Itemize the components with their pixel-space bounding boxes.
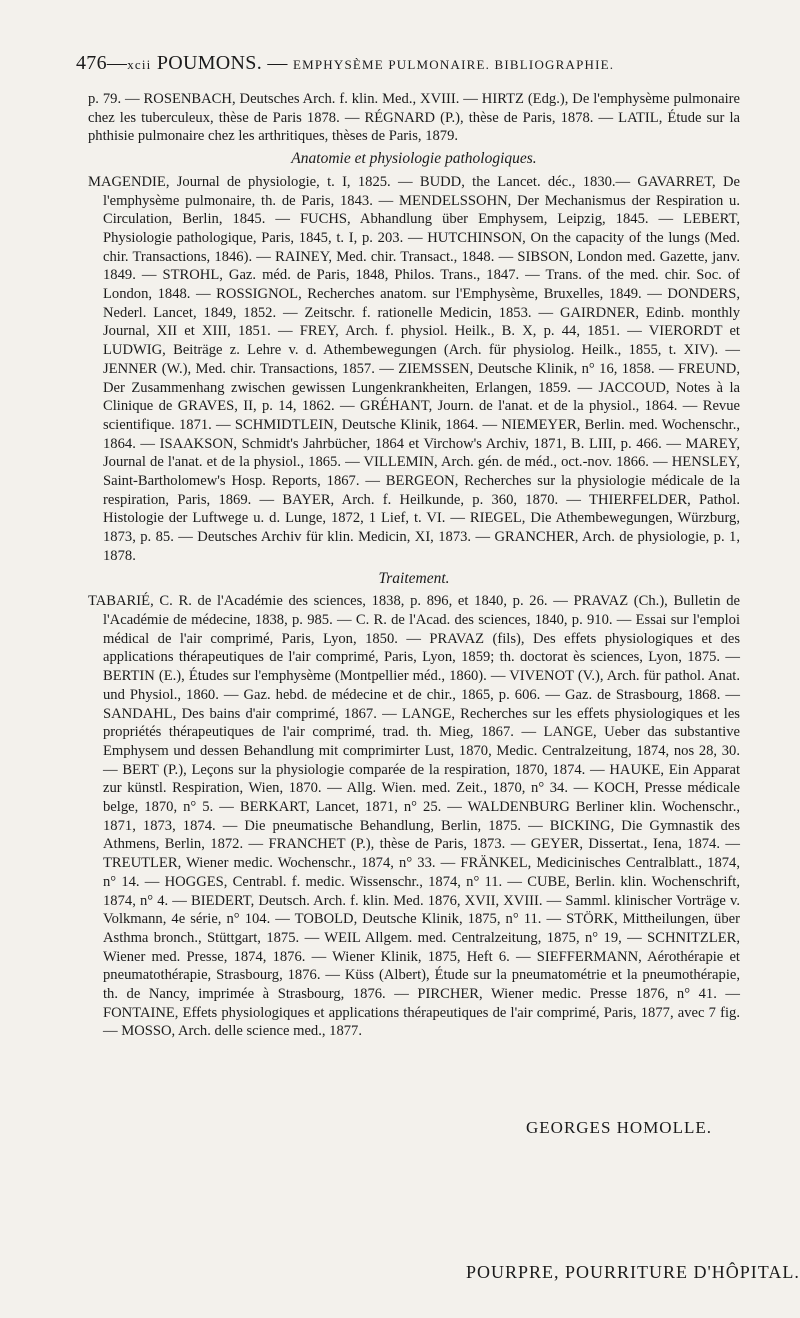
- page-number: 476—: [76, 52, 128, 74]
- section-heading-anatomy: Anatomie et physiologie pathologiques.: [291, 150, 537, 168]
- section-heading-treatment: Traitement.: [378, 569, 450, 587]
- treatment-bibliography: TABARIÉ, C. R. de l'Académie des sciences, 1838, p. 896, et 1840, p. 26. — PRAVAZ (Ch.), Bulletin de l'Académie de médecine, 1838, p. 985. — C. R. de l'Acad. des sciences, 1840, p. 910. — Essai sur l'emploi médical de l'air comprimé, Paris, Lyon, 1850. — PRAVAZ (fils), Des effets physiologiques et des applications thérapeutiques de l'air comprimé, Paris, Lyon, 1859; th. doctorat ès sciences, Lyon, 1875. — BERTIN (E.), Études sur l'emphysème (Montpellier méd., 1860). — VIVENOT (V.), Arch. für pathol. Anat. und Physiol., 1860. — Gaz. hebd. de médecine et de chir., 1865, p. 606. — Gaz. de Strasbourg, 1868. — SANDAHL, Des bains d'air comprimé, 1867. — LANGE, Recherches sur les effets physiologiques et les propriétés thérapeutiques de l'air comprimé, trad. th. Mieg, 1867. — LANGE, Ueber das substantive Emphysem und dessen Behandlung mit comprimirter Lust, 1870, Medic. Centralzeitung, 1874, nos 28, 30. — BERT (P.), Leçons sur la physiologie comparée de la respiration, 1870, 1874. — HAUKE, Ein Apparat zur künstl. Respiration, Wien, 1870. — Allg. Wien. med. Zeit., 1870, n° 34. — KOCH, Presse médicale belge, 1870, n° 5. — BERKART, Lancet, 1871, n° 25. — WALDENBURG Berliner klin. Wochenschr., 1871, 1873, 1874. — Die pneumatische Behandlung, Berlin, 1875. — BICKING, Die Gymnastik des Athmens, Berlin, 1872. — FRANCHET (P.), thèse de Paris, 1873. — GEYER, Dissertat., Iena, 1874. — TREUTLER, Wiener medic. Wochenschr., 1874, n° 33. — FRÄNKEL, Medicinisches Centralblatt., 1874, n° 14. — HOGGES, Centrabl. f. medic. Wissenschr., 1874, n° 11. — CUBE, Berlin. klin. Wochenschrift, 1874, n° 4. — BIEDERT, Deutsch. Arch. f. klin. Med. 1876, XVII, XVIII. — Samml. klinischer Vorträge v. Volkmann, 4e série, n° 104. — TOBOLD, Deutsche Klinik, 1875, n° 11. — STÖRK, Mittheilungen, über Asthma bronch., Stüttgart, 1875. — WEIL Allgem. med. Centralzeitung, 1875, n° 19, — SCHNITZLER, Wiener med. Presse, 1874, 1876. — Wiener Klinik, 1875, Heft 6. — SIEFFERMANN, Aérothérapie et pneumatothérapie, Strasbourg, 1876. — Küss (Albert), Étude sur la pneumatométrie et la pneumothérapie, th. de Nancy, imprimée à Strasbourg, 1876. — PIRCHER, Wiener medic. Presse 1876, n° 41. — FONTAINE, Effets physiologiques et applications thérapeutiques de l'air comprimé, Paris, 1877, avec 7 fig. — MOSSO, Arch. delle science med., 1877.: [88, 593, 740, 1040]
- header-subtitle: EMPHYSÈME PULMONAIRE. BIBLIOGRAPHIE.: [292, 57, 615, 72]
- volume-number: xcii: [127, 57, 152, 72]
- author-signature: GEORGES HOMOLLE.: [526, 1118, 712, 1137]
- header-dash: —: [267, 52, 288, 74]
- anatomy-bibliography: MAGENDIE, Journal de physiologie, t. I, 1825. — BUDD, the Lancet. déc., 1830.— GAVARRET, De l'emphysème pulmonaire, th. de Paris, 1843. — MENDELSSOHN, Der Mechanismus der Respiration u. Circulation, Berlin, 1845. — FUCHS, Abhandlung über Emphysem, Leipzig, 1845. — LEBERT, Physiologie pathologique, Paris, 1845, t. I, p. 203. — HUTCHINSON, On the capacity of the lungs (Med. chir. Transactions, 1846). — RAINEY, Med. chir. Transact., 1848. — SIBSON, London med. Gazette, janv. 1849. — STROHL, Gaz. méd. de Paris, 1848, Philos. Trans., 1847. — Trans. of the med. chir. Soc. of London, 1848. — ROSSIGNOL, Recherches anatom. sur l'Emphysème, Bruxelles, 1849. — DONDERS, Nederl. Lancet, 1849, 1852. — Zeitschr. f. rationelle Medicin, 1853. — GAIRDNER, Edinb. monthly Journal, XII et XIII, 1851. — FREY, Arch. f. physiol. Heilk., B. X, p. 44, 1851. — VIERORDT et LUDWIG, Beiträge z. Lehre v. d. Athembewegungen (Arch. für physiolog. Heilk., 1855, t. XIV). — JENNER (W.), Med. chir. Transactions, 1857. — ZIEMSSEN, Deutsche Klinik, n° 16, 1858. — FREUND, Der Zusammenhang zwischen gewissen Lungenkrankheiten, Erlangen, 1859. — JACCOUD, Notes à la Clinique de GRAVES, II, p. 14, 1862. — GRÉHANT, Journ. de l'anat. et de la physiol., 1864. — Revue scientifique. 1871. — SCHMIDTLEIN, Deutsche Klinik, 1864. — NIEMEYER, Berlin. med. Wochenschr., 1864. — ISAAKSON, Schmidt's Jahrbücher, 1864 et Virchow's Archiv, 1871, B. LIII, p. 466. — MAREY, Journal de l'anat. et de la physiol., 1865. — VILLEMIN, Arch. gén. de méd., oct.-nov. 1866. — HENSLEY, Saint-Bartholomew's Hosp. Reports, 1867. — BERGEON, Recherches sur la physiologie médicale de la respiration, Paris, 1869. — BAYER, Arch. f. Heilkunde, p. 360, 1870. — THIERFELDER, Pathol. Histologie der Luftwege u. d. Lunge, 1872, 1 Lief, t. VI. — RIEGEL, Die Athembewegungen, Würzburg, 1873, p. 85. — Deutsches Archiv für klin. Medicin, XI, 1873. — GRANCHER, Arch. de physiologie, p. 1, 1878.: [88, 173, 740, 564]
- header-title: POUMONS.: [156, 52, 263, 74]
- intro-paragraph: p. 79. — ROSENBACH, Deutsches Arch. f. klin. Med., XVIII. — HIRTZ (Edg.), De l'emphysème pulmonaire chez les tuberculeux, thèse de Paris 1878. — RÉGNARD (P.), thèse de Paris, 1878. — LATIL, Étude sur la phthisie pulmonaire chez les arthritiques, thèses de Paris, 1879.: [88, 91, 740, 145]
- running-header: [76, 52, 736, 75]
- next-article-title: POURPRE, POURRITURE D'HÔPITAL.: [466, 1262, 800, 1282]
- article-body: [88, 90, 740, 1041]
